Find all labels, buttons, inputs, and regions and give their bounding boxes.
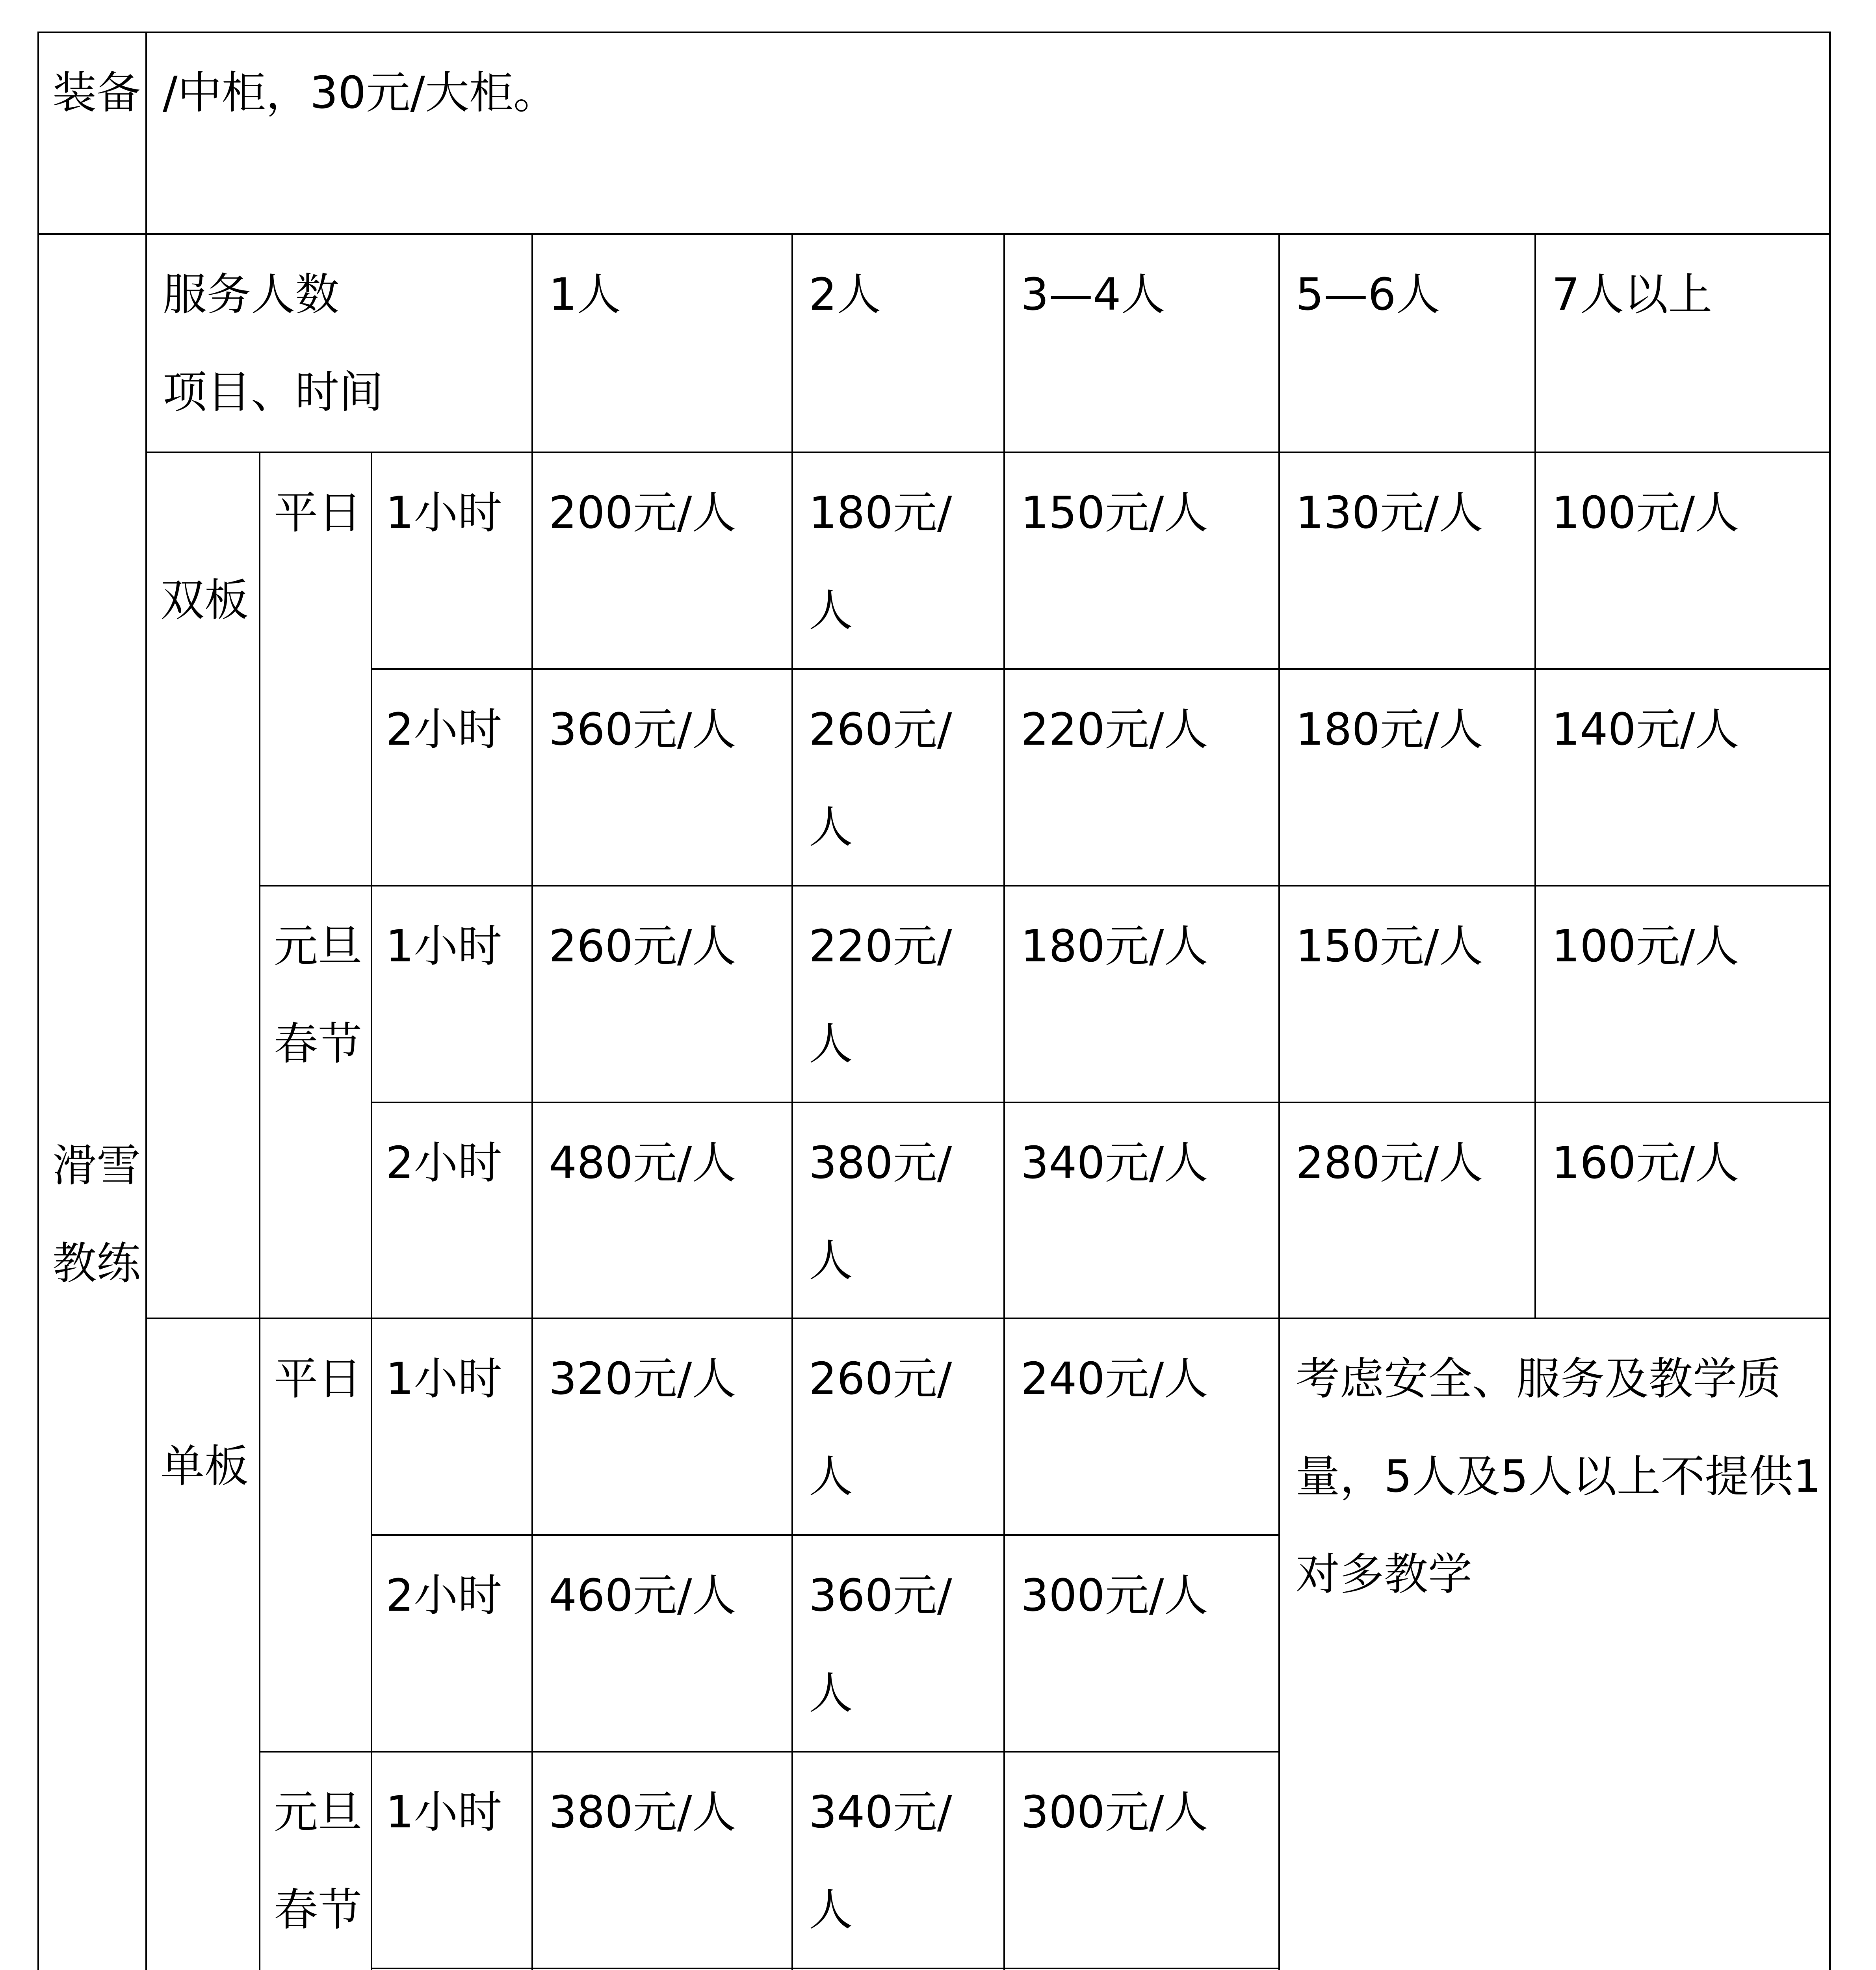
header-col-5: 7人以上 xyxy=(1535,234,1830,452)
header-col-3: 3—4人 xyxy=(1004,234,1279,452)
coach-label: 滑雪教练 xyxy=(38,234,146,1970)
price-cell: 180元/人 xyxy=(1004,886,1279,1102)
price-cell: 240元/人 xyxy=(1004,1318,1279,1535)
header-corner-top: 服务人数 xyxy=(163,269,339,320)
double-board-label: 双板 xyxy=(146,452,260,1318)
price-cell: 320元/人 xyxy=(532,1318,792,1535)
price-cell: 140元/人 xyxy=(1535,669,1830,886)
price-cell: 100元/人 xyxy=(1535,886,1830,1102)
price-cell: 260元/人 xyxy=(792,1318,1004,1535)
price-cell: 180元/人 xyxy=(1279,669,1535,886)
price-cell: 300元/人 xyxy=(1004,1752,1279,1968)
single-board-label: 单板 xyxy=(146,1318,260,1970)
price-cell: 130元/人 xyxy=(1279,452,1535,669)
duration-cell: 1小时 xyxy=(371,886,532,1102)
duration-cell: 2小时 xyxy=(371,669,532,886)
equipment-row xyxy=(38,32,1830,234)
price-cell: 300元/人 xyxy=(1004,1535,1279,1752)
price-cell: 380元/人 xyxy=(532,1752,792,1968)
price-cell: 340元/人 xyxy=(1004,1102,1279,1318)
price-cell: 220元/人 xyxy=(1004,669,1279,886)
price-table xyxy=(37,32,1831,1970)
table-row xyxy=(38,1318,1830,1535)
header-col-1: 1人 xyxy=(532,234,792,452)
price-cell xyxy=(792,1968,1004,1970)
price-cell: 200元/人 xyxy=(532,452,792,669)
price-cell: 380元/人 xyxy=(792,1102,1004,1318)
duration-cell xyxy=(371,1968,532,1970)
price-cell: 150元/人 xyxy=(1004,452,1279,669)
table-row xyxy=(38,452,1830,669)
duration-cell: 2小时 xyxy=(371,1535,532,1752)
duration-cell: 1小时 xyxy=(371,452,532,669)
header-corner-cell xyxy=(146,234,532,452)
price-cell: 460元/人 xyxy=(532,1535,792,1752)
duration-cell: 2小时 xyxy=(371,1102,532,1318)
price-cell: 360元/人 xyxy=(532,669,792,886)
table-row xyxy=(38,886,1830,1102)
double-weekday-label: 平日 xyxy=(260,452,371,886)
price-cell xyxy=(1004,1968,1279,1970)
equipment-label: 装备 xyxy=(38,32,146,234)
price-cell: 160元/人 xyxy=(1535,1102,1830,1318)
header-col-2: 2人 xyxy=(792,234,1004,452)
single-holiday-label: 元旦春节 xyxy=(260,1752,371,1970)
double-holiday-label: 元旦春节 xyxy=(260,886,371,1318)
price-cell: 480元/人 xyxy=(532,1102,792,1318)
price-cell: 360元/人 xyxy=(792,1535,1004,1752)
price-cell: 340元/人 xyxy=(792,1752,1004,1968)
header-corner-bottom: 项目、时间 xyxy=(163,367,383,418)
price-cell: 180元/人 xyxy=(792,452,1004,669)
duration-cell: 1小时 xyxy=(371,1752,532,1968)
price-cell: 100元/人 xyxy=(1535,452,1830,669)
price-cell xyxy=(532,1968,792,1970)
coach-header-row xyxy=(38,234,1830,452)
price-cell: 280元/人 xyxy=(1279,1102,1535,1318)
duration-cell: 1小时 xyxy=(371,1318,532,1535)
header-col-4: 5—6人 xyxy=(1279,234,1535,452)
price-cell: 260元/人 xyxy=(792,669,1004,886)
single-weekday-label: 平日 xyxy=(260,1318,371,1752)
price-cell: 260元/人 xyxy=(532,886,792,1102)
price-cell: 150元/人 xyxy=(1279,886,1535,1102)
equipment-text: /中柜，30元/大柜。 xyxy=(146,32,1830,234)
single-board-note: 考虑安全、服务及教学质量，5人及5人以上不提供1对多教学 xyxy=(1279,1318,1830,1970)
price-cell: 220元/人 xyxy=(792,886,1004,1102)
